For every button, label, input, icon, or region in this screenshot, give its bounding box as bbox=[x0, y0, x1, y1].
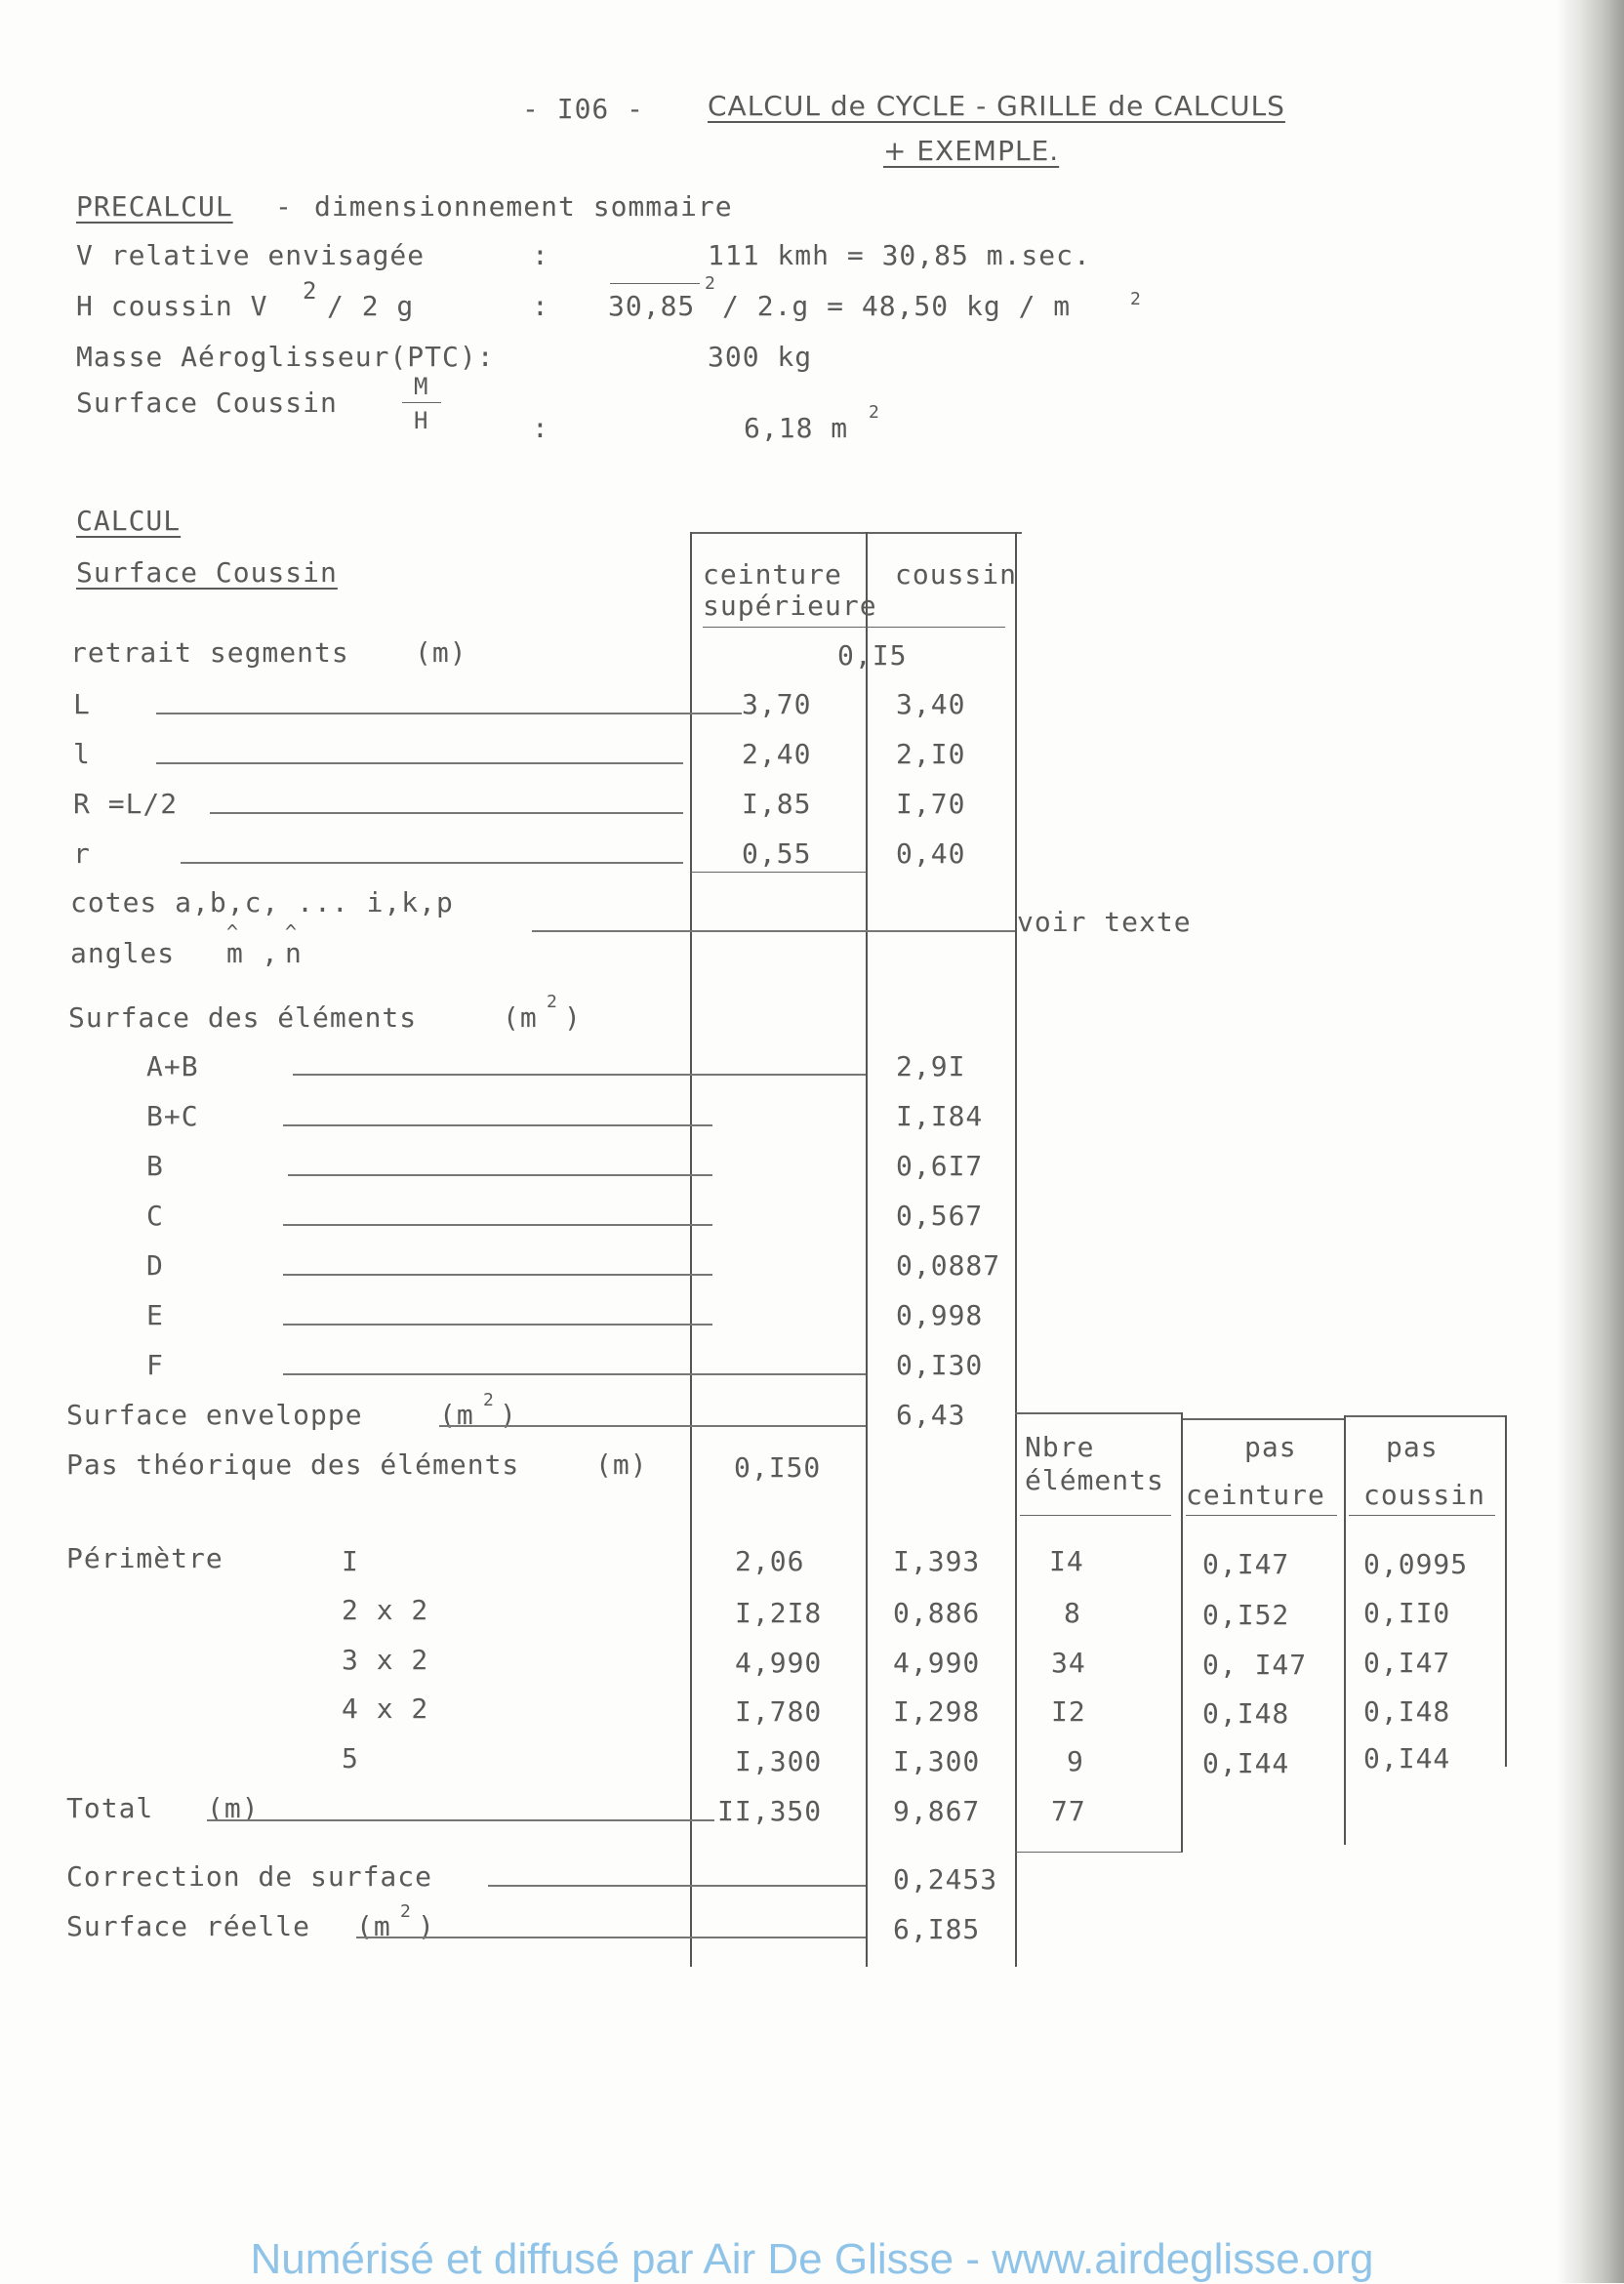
precalc-h-value-unit-exp: 2 bbox=[1130, 289, 1141, 309]
leader-line bbox=[356, 1937, 866, 1938]
perimetre-coussin: I,298 bbox=[893, 1695, 981, 1728]
surface-reelle-unit: (m bbox=[356, 1910, 391, 1942]
calcul-subheading: Surface Coussin bbox=[76, 556, 338, 589]
perimetre-nbre: 34 bbox=[1051, 1647, 1086, 1679]
precalc-h-value-exp: 2 bbox=[705, 273, 715, 294]
perimetre-nbre: I4 bbox=[1049, 1545, 1084, 1577]
total-coussin: 9,867 bbox=[893, 1795, 981, 1827]
element-label: B+C bbox=[146, 1100, 199, 1132]
col-header-ceinture: ceinture bbox=[703, 558, 842, 591]
leader-line bbox=[283, 1373, 866, 1375]
calcul-heading: CALCUL bbox=[76, 505, 182, 537]
perimetre-nbre: 9 bbox=[1067, 1745, 1084, 1777]
extra-header-nbre: Nbre bbox=[1025, 1431, 1095, 1463]
element-value: 2,9I bbox=[896, 1050, 966, 1082]
surface-enveloppe-unit: (m bbox=[439, 1399, 474, 1431]
leader-line bbox=[488, 1885, 866, 1887]
dim-coussin: 0,40 bbox=[896, 837, 966, 870]
surface-enveloppe-unit-exp: 2 bbox=[483, 1390, 494, 1410]
pas-theorique-label: Pas théorique des éléments bbox=[66, 1448, 520, 1481]
element-label: C bbox=[146, 1200, 164, 1232]
precalc-h-value-base: 30,85 bbox=[608, 290, 696, 322]
leader-line bbox=[283, 1324, 712, 1326]
precalc-h-exp: 2 bbox=[303, 277, 317, 305]
precalc-v-sep: : bbox=[532, 239, 549, 271]
perimetre-ceinture: 2,06 bbox=[735, 1545, 805, 1577]
hat-icon: ^ bbox=[285, 920, 299, 944]
precalc-h-label: H coussin V bbox=[76, 290, 268, 322]
surface-elements-unit-exp: 2 bbox=[547, 992, 557, 1012]
retrait-unit: (m) bbox=[415, 636, 467, 669]
element-value: 0,0887 bbox=[896, 1249, 1001, 1282]
leader-line bbox=[283, 1124, 712, 1126]
perimetre-pas-ceinture: 0,I48 bbox=[1202, 1697, 1290, 1730]
extra-table-bottom bbox=[1015, 1852, 1183, 1853]
extra-header-pas: pas bbox=[1244, 1431, 1297, 1463]
total-nbre: 77 bbox=[1051, 1795, 1086, 1827]
element-value: 0,6I7 bbox=[896, 1150, 984, 1182]
extra-header-underline bbox=[1020, 1515, 1171, 1516]
leader-line bbox=[156, 762, 683, 764]
element-value: 0,567 bbox=[896, 1200, 984, 1232]
precalc-surface-sep: : bbox=[532, 412, 549, 444]
extra-table-top bbox=[1344, 1415, 1505, 1417]
table-top-border bbox=[690, 532, 1022, 534]
precalc-surface-value: 6,18 m bbox=[744, 412, 849, 444]
table-col-line-1 bbox=[690, 532, 692, 1967]
dim-ceinture: I,85 bbox=[742, 788, 812, 820]
perimetre-ceinture: I,300 bbox=[735, 1745, 823, 1777]
extra-header-pas: pas bbox=[1386, 1431, 1439, 1463]
precalc-v-label: V relative envisagée bbox=[76, 239, 426, 271]
extra-header-elements: éléments bbox=[1025, 1464, 1164, 1496]
table-col-line-2 bbox=[866, 532, 868, 1967]
precalc-surface-value-exp: 2 bbox=[869, 402, 879, 423]
page-subtitle: + EXEMPLE. bbox=[883, 135, 1060, 167]
precalc-h-label-tail: / 2 g bbox=[327, 290, 415, 322]
perimetre-pas-coussin: 0,I44 bbox=[1363, 1742, 1451, 1774]
retrait-value: 0,I5 bbox=[837, 639, 908, 672]
dim-label: r bbox=[73, 837, 91, 870]
col-header-superieure: supérieure bbox=[703, 590, 877, 622]
angle-m: m bbox=[226, 937, 244, 969]
precalc-h-value-tail: / 2.g = 48,50 kg / m bbox=[722, 290, 1072, 322]
total-unit: (m) bbox=[207, 1792, 260, 1824]
leader-line bbox=[156, 713, 742, 714]
perimetre-pas-coussin: 0,I48 bbox=[1363, 1695, 1451, 1728]
leader-line bbox=[288, 1174, 712, 1176]
dim-coussin: 3,40 bbox=[896, 688, 966, 720]
surface-enveloppe-label: Surface enveloppe bbox=[66, 1399, 363, 1431]
scan-edge-shadow bbox=[1556, 0, 1624, 2283]
perimetre-coussin: I,393 bbox=[893, 1545, 981, 1577]
leader-line bbox=[181, 862, 683, 864]
perimetre-pas-ceinture: 0,I44 bbox=[1202, 1747, 1290, 1779]
element-label: F bbox=[146, 1349, 164, 1381]
pas-theorique-unit: (m) bbox=[595, 1448, 648, 1481]
precalcul-heading: PRECALCUL bbox=[76, 190, 233, 223]
surface-reelle-value: 6,I85 bbox=[893, 1913, 981, 1945]
angle-n: n bbox=[285, 937, 303, 969]
element-label: D bbox=[146, 1249, 164, 1282]
overline bbox=[610, 283, 700, 284]
angles-label: angles bbox=[70, 937, 176, 969]
perimetre-pas-coussin: 0,II0 bbox=[1363, 1597, 1451, 1629]
total-ceinture: II,350 bbox=[717, 1795, 823, 1827]
element-label: E bbox=[146, 1299, 164, 1331]
perimetre-coussin: 0,886 bbox=[893, 1597, 981, 1629]
perimetre-pas-coussin: 0,I47 bbox=[1363, 1647, 1451, 1679]
perimetre-row-label: 3 x 2 bbox=[342, 1644, 429, 1676]
dim-ceinture: 0,55 bbox=[742, 837, 812, 870]
surface-reelle-unit-exp: 2 bbox=[400, 1901, 411, 1922]
table-col-line-3 bbox=[1015, 532, 1017, 1967]
leader-line bbox=[293, 1074, 866, 1076]
precalc-masse-value: 300 kg bbox=[708, 341, 813, 373]
leader-line bbox=[439, 1425, 866, 1427]
precalc-v-value: 111 kmh = 30,85 m.sec. bbox=[708, 239, 1091, 271]
leader-line bbox=[532, 930, 1015, 932]
perimetre-ceinture: 4,990 bbox=[735, 1647, 823, 1679]
element-value: 0,998 bbox=[896, 1299, 984, 1331]
element-label: B bbox=[146, 1150, 164, 1182]
precalc-frac-num: M bbox=[414, 373, 428, 400]
col-header-coussin: coussin bbox=[895, 558, 1018, 591]
perimetre-ceinture: I,2I8 bbox=[735, 1597, 823, 1629]
perimetre-ceinture: I,780 bbox=[735, 1695, 823, 1728]
precalc-masse-label: Masse Aéroglisseur(PTC): bbox=[76, 341, 495, 373]
perimetre-row-label: 4 x 2 bbox=[342, 1693, 429, 1725]
precalc-frac-den: H bbox=[414, 407, 428, 434]
extra-col-line bbox=[1505, 1415, 1507, 1767]
extra-header-underline bbox=[1349, 1515, 1495, 1516]
surface-elements-unit-close: ) bbox=[564, 1001, 582, 1034]
perimetre-label: Périmètre bbox=[66, 1542, 223, 1574]
dim-label: l bbox=[73, 738, 91, 770]
separator-comma: , bbox=[262, 937, 279, 969]
precalcul-description: dimensionnement sommaire bbox=[314, 190, 733, 223]
cotes-label: cotes a,b,c, ... i,k,p bbox=[70, 886, 454, 918]
precalcul-dash: - bbox=[275, 190, 293, 223]
surface-reelle-unit-close: ) bbox=[418, 1910, 435, 1942]
perimetre-row-label: I bbox=[342, 1545, 359, 1577]
correction-value: 0,2453 bbox=[893, 1863, 998, 1896]
dim-coussin: I,70 bbox=[896, 788, 966, 820]
surface-enveloppe-unit-close: ) bbox=[500, 1399, 517, 1431]
dim-label: R =L/2 bbox=[73, 788, 179, 820]
retrait-label: retrait segments bbox=[70, 636, 349, 669]
perimetre-row-label: 5 bbox=[342, 1742, 359, 1774]
total-label: Total bbox=[66, 1792, 154, 1824]
header-underline bbox=[703, 627, 1005, 628]
page-number: - I06 - bbox=[522, 93, 645, 125]
surface-elements-label: Surface des éléments bbox=[68, 1001, 418, 1034]
perimetre-coussin: 4,990 bbox=[893, 1647, 981, 1679]
surface-elements-unit: (m bbox=[503, 1001, 538, 1034]
element-value: I,I84 bbox=[896, 1100, 984, 1132]
extra-col-line bbox=[1344, 1415, 1346, 1845]
extra-header-ceinture: ceinture bbox=[1186, 1479, 1325, 1511]
correction-label: Correction de surface bbox=[66, 1860, 433, 1893]
leader-line bbox=[283, 1274, 712, 1276]
dim-ceinture: 3,70 bbox=[742, 688, 812, 720]
extra-header-coussin: coussin bbox=[1363, 1479, 1486, 1511]
row-separator bbox=[690, 872, 866, 873]
leader-line bbox=[207, 1819, 714, 1821]
extra-col-line bbox=[1181, 1412, 1183, 1852]
perimetre-pas-ceinture: 0,I52 bbox=[1202, 1599, 1290, 1631]
dim-ceinture: 2,40 bbox=[742, 738, 812, 770]
precalc-surface-label: Surface Coussin bbox=[76, 387, 338, 419]
perimetre-pas-ceinture: 0,I47 bbox=[1202, 1548, 1290, 1580]
precalc-h-sep: : bbox=[532, 290, 549, 322]
perimetre-coussin: I,300 bbox=[893, 1745, 981, 1777]
extra-table-top bbox=[1015, 1412, 1181, 1414]
perimetre-nbre: I2 bbox=[1051, 1695, 1086, 1728]
leader-line bbox=[210, 812, 683, 814]
pas-theorique-value: 0,I50 bbox=[734, 1451, 822, 1484]
extra-table-top bbox=[1183, 1418, 1344, 1420]
perimetre-nbre: 8 bbox=[1064, 1597, 1081, 1629]
element-value: 0,I30 bbox=[896, 1349, 984, 1381]
element-label: A+B bbox=[146, 1050, 199, 1082]
dim-label: L bbox=[73, 688, 91, 720]
fraction-bar bbox=[402, 402, 441, 403]
perimetre-row-label: 2 x 2 bbox=[342, 1594, 429, 1626]
perimetre-pas-coussin: 0,0995 bbox=[1363, 1548, 1469, 1580]
hat-icon: ^ bbox=[226, 920, 240, 944]
dim-coussin: 2,I0 bbox=[896, 738, 966, 770]
leader-line bbox=[283, 1224, 712, 1226]
cotes-value: voir texte bbox=[1017, 906, 1192, 938]
surface-reelle-label: Surface réelle bbox=[66, 1910, 311, 1942]
surface-enveloppe-value: 6,43 bbox=[896, 1399, 966, 1431]
watermark: Numérisé et diffusé par Air De Glisse - www.airdeglisse.org bbox=[250, 2235, 1374, 2283]
page-title: CALCUL de CYCLE - GRILLE de CALCULS bbox=[708, 90, 1285, 122]
extra-header-underline bbox=[1186, 1515, 1337, 1516]
perimetre-pas-ceinture: 0, I47 bbox=[1202, 1649, 1308, 1681]
